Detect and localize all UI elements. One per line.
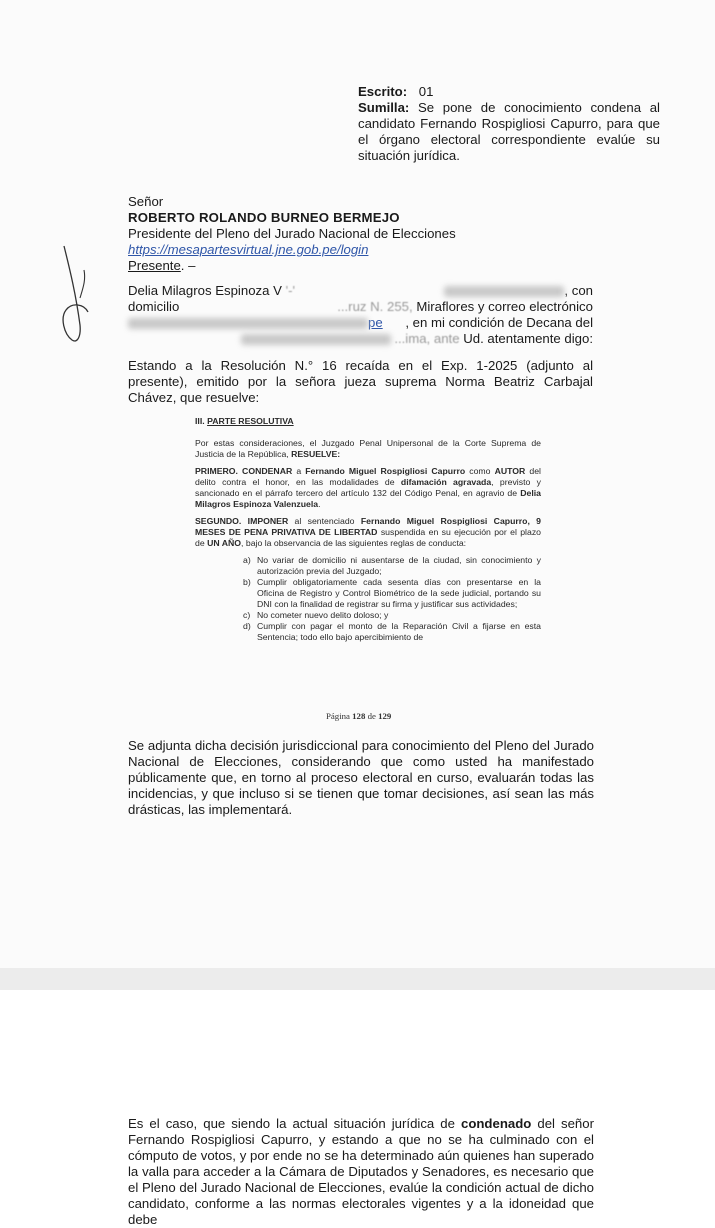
resolution-excerpt [195,416,541,643]
redacted-email [128,318,368,329]
intro-line3-rest: , en mi condición de Decana del [405,315,593,330]
escrito-label: Escrito: [358,84,408,99]
excerpt-segundo [195,516,541,549]
salutation: Señor [128,194,164,209]
segundo-plazo: UN AÑO [207,538,242,548]
intro-line4-end: Ud. atentamente digo: [463,331,593,346]
presente-line [128,258,548,274]
condition-text-b: del señor Fernando Rospigliosi Capurro, y estando a que no se ha culminado con el cómputo de votos, y por ende no se ha determinado aún quienes han superado la valla para acceder a la Cámara de Diputados y Senadores, es necesario que el Pleno del Jurado Nacional de Elecciones, evalúe la condición actual de dicho candidato, conforme a las normas electorales vigentes y a la idoneidad que debe [128,1116,594,1227]
rules-list [195,555,541,643]
intro-line-2: domicilio ...ruz N. 255, Miraflores y correo electrónico [128,299,593,314]
primero-agraviada: Delia Milagros Espinoza Valenzuela [195,488,541,509]
segundo-name: Fernando Miguel Rospigliosi Capurro, 9 MESES DE PENA PRIVATIVA DE LIBERTAD [195,516,542,537]
primero-text-c: del delito contra el honor, en las modalidades de [195,466,541,487]
primero-label: PRIMERO. [195,466,238,476]
redacted-text [444,286,564,297]
intro-line1-end: , con [564,283,593,298]
excerpt-intro-text: Por estas consideraciones, el Juzgado Penal Unipersonal de la Corte Suprema de Justicia de la República, [195,438,541,459]
escrito-value: 01 [418,84,434,99]
rule-label: c) [243,610,251,620]
rule-label: d) [243,621,251,631]
sumilla-label: Sumilla: [358,100,410,115]
paragraph-condition [128,1116,594,1228]
page-num: 128 [352,711,366,721]
primero-autor: AUTOR [494,466,526,476]
handwritten-signature [50,240,110,350]
page-separator [0,968,715,990]
excerpt-intro [195,438,541,460]
paragraph-resolution: Estando a la Resolución N.° 16 recaída en el Exp. 1-2025 (adjunto al presente), emitido por la señora jueza suprema Norma Beatriz Carbajal Chávez, que resuelve: [128,358,593,405]
intro-line2-mid: Miraflores y correo electrónico [416,299,593,314]
rule-text: No variar de domicilio ni ausentarse de la ciudad, sin conocimiento y autorización previa del Juzgado; [257,555,541,576]
domicilio-label: domicilio [128,299,180,314]
segundo-text-a: al sentenciado [294,516,355,526]
addressee-block [128,194,548,274]
excerpt-primero [195,466,541,510]
paragraph-attachment: Se adjunta dicha decisión jurisdiccional para conocimiento del Pleno del Jurado Nacional de Elecciones, considerando que como usted ha manifestado públicamente que, en torno al proceso electoral en curso, evaluarán todas las incidencias, y que incluso si se tienen que tomar decisiones, así sean las más drásticas, las implementará. [128,738,594,817]
mesa-partes-link[interactable]: https://mesapartesvirtual.jne.gob.pe/login [128,242,369,257]
intro-line-1: Delia Milagros Espinoza V '-' , con [128,283,593,298]
email-end: pe [368,315,383,330]
excerpt-resuelve: RESUELVE: [291,449,341,459]
primero-text-a: a [296,466,302,476]
addressee-position: Presidente del Pleno del Jurado Nacional de Elecciones [128,226,456,241]
page-word: Página [326,711,350,721]
intro-line-4: ...ima, ante Ud. atentamente digo: [128,331,593,347]
sumilla-block [358,100,660,164]
rule-label: b) [243,577,251,587]
segundo-label: SEGUNDO. [195,516,242,526]
condition-bold: condenado [460,1116,532,1131]
rule-text: No cometer nuevo delito doloso; y [257,610,389,620]
excerpt-section-num: III. [195,416,205,426]
presente-label: Presente [128,258,181,273]
presente-suffix: . – [180,258,196,273]
primero-text-e: . [318,499,321,509]
rule-label: a) [243,555,251,565]
rule-text: Cumplir obligatoriamente cada sesenta días con presentarse en la Oficina de Registro y Control Biométrico de la sede judicial, portando su DNI con la finalidad de registrar su firma y justificar sus actividades; [257,577,541,609]
rule-item [243,555,541,577]
excerpt-page-number [326,711,391,721]
excerpt-section-title [195,416,541,427]
excerpt-section-name: PARTE RESOLUTIVA [207,416,294,426]
rule-text: Cumplir con pagar el monto de la Reparación Civil a fijarse en esta Sentencia; todo ello bajo apercibimiento de [257,621,541,642]
page-total: 129 [378,711,392,721]
intro-line-3 [128,315,593,331]
intro-paragraph [128,283,593,347]
escrito-line [358,84,660,100]
author-name-partial: Delia Milagros Espinoza V [128,283,282,298]
primero-name: Fernando Miguel Rospigliosi Capurro [305,466,466,476]
primero-delito: difamación agravada [400,477,492,487]
sumilla-text: Se pone de conocimiento condena al candidato Fernando Rospigliosi Capurro, para que el órgano electoral correspondiente evalúe su situación jurídica. [358,100,660,163]
condition-text-a: Es el caso, que siendo la actual situación jurídica de [128,1116,455,1131]
document-page-2 [0,990,715,1227]
rule-item [243,577,541,610]
addressee-name: ROBERTO ROLANDO BURNEO BERMEJO [128,210,400,225]
segundo-text-b: suspendida en su ejecución por el plazo de [195,527,541,548]
segundo-text-c: , bajo la observancia de las siguientes reglas de conducta: [241,538,467,548]
page-of: de [367,711,376,721]
redacted-text-2 [241,334,391,345]
rule-item [243,610,541,621]
segundo-verb: IMPONER [247,516,289,526]
primero-verb: CONDENAR [242,466,293,476]
primero-text-b: como [469,466,491,476]
rule-item [243,621,541,643]
document-header [358,84,660,164]
primero-text-d: , previsto y sancionado en el párrafo tercero del artículo 132 del Código Penal, en agravio de [195,477,541,498]
